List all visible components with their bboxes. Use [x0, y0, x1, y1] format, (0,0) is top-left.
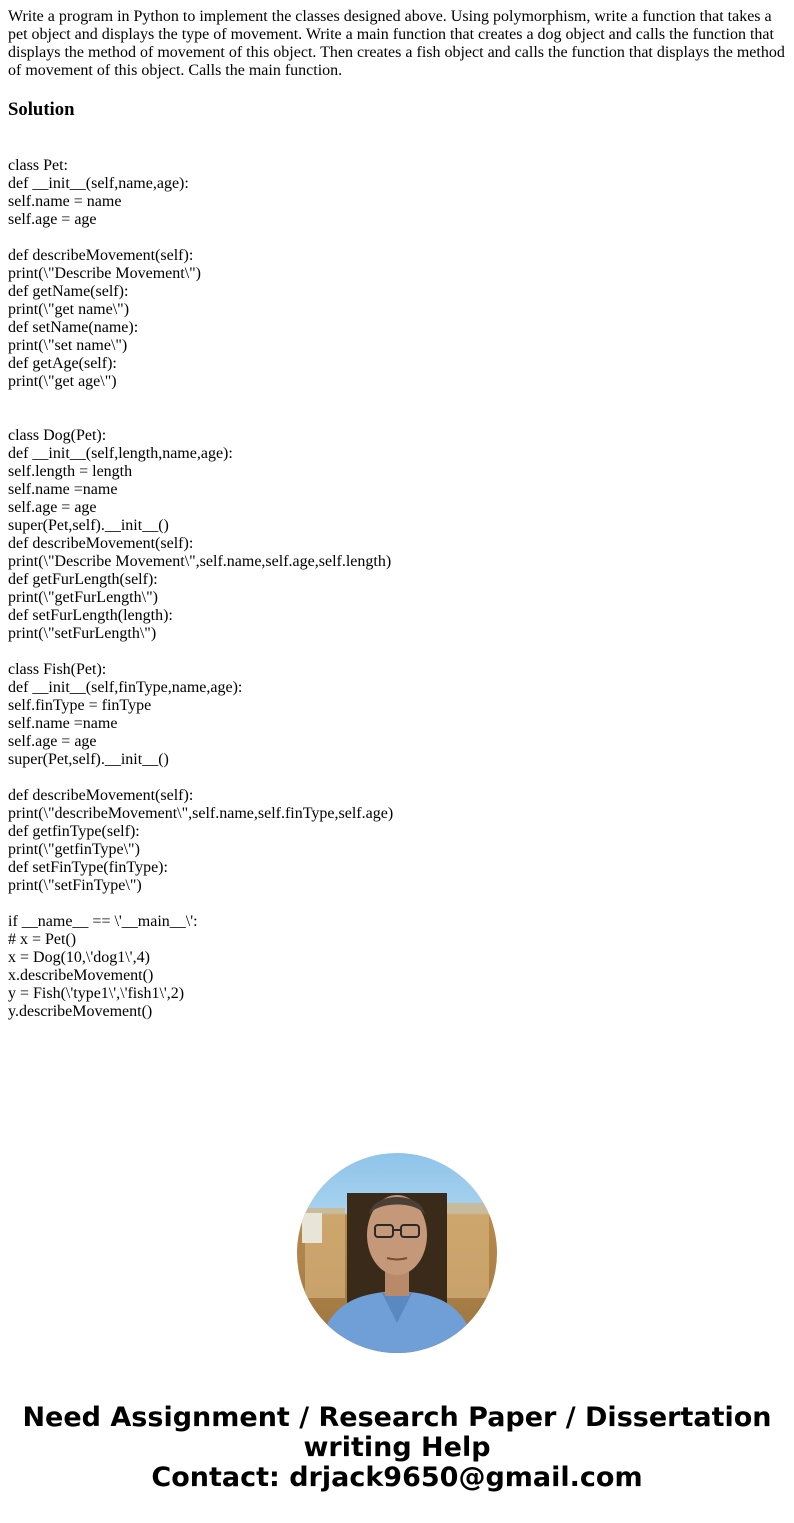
question-text: Write a program in Python to implement the classes designed above. Using polymorphism, write a function that takes a pet object and displays the type of movement. Write a main function that creates a dog object and calls the function that displays the method of movement of this object. Then creates a fish object and calls the function that displays the method of movement of this object. Calls the main function. — [8, 8, 785, 79]
code-line: self.name =name — [8, 481, 118, 498]
code-line: def __init__(self,length,name,age): — [8, 445, 233, 462]
author-photo-icon — [297, 1153, 497, 1353]
code-line: print(\"getFurLength\") — [8, 589, 158, 606]
code-line: def getName(self): — [8, 283, 129, 300]
code-line: if __name__ == \'__main__\': — [8, 913, 198, 930]
promo-line-1: Need Assignment / Research Paper / Dissertation — [22, 1402, 772, 1433]
code-line: self.finType = finType — [8, 697, 152, 714]
promo-line-2: writing Help — [303, 1432, 491, 1463]
code-line — [8, 643, 393, 661]
code-line: def getAge(self): — [8, 355, 117, 372]
code-line: x.describeMovement() — [8, 967, 154, 984]
code-line — [8, 409, 393, 427]
solution-heading: Solution — [8, 99, 75, 120]
promo-banner — [0, 1403, 794, 1493]
code-line: def describeMovement(self): — [8, 787, 194, 804]
author-avatar — [297, 1153, 497, 1353]
code-line: class Pet: — [8, 157, 68, 174]
code-line — [8, 895, 393, 913]
solution-code — [8, 157, 393, 1021]
code-line: print(\"get name\") — [8, 301, 130, 318]
code-line: class Dog(Pet): — [8, 427, 107, 444]
code-line: self.age = age — [8, 499, 97, 516]
code-line: print(\"setFurLength\") — [8, 625, 157, 642]
code-line: y.describeMovement() — [8, 1003, 153, 1020]
code-line: self.name =name — [8, 715, 118, 732]
code-line: def __init__(self,name,age): — [8, 175, 189, 192]
code-line: super(Pet,self).__init__() — [8, 751, 169, 768]
code-line: def __init__(self,finType,name,age): — [8, 679, 243, 696]
code-line — [8, 391, 393, 409]
promo-contact: Contact: drjack9650@gmail.com — [151, 1462, 643, 1493]
code-line: print(\"Describe Movement\",self.name,self.age,self.length) — [8, 553, 392, 570]
code-line: def setFinType(finType): — [8, 859, 168, 876]
code-line: def describeMovement(self): — [8, 535, 194, 552]
code-line: self.length = length — [8, 463, 133, 480]
code-line: y = Fish(\'type1\',\'fish1\',2) — [8, 985, 185, 1002]
code-line: def getfinType(self): — [8, 823, 140, 840]
code-line: print(\"get age\") — [8, 373, 117, 390]
code-line: self.age = age — [8, 733, 97, 750]
code-line: super(Pet,self).__init__() — [8, 517, 169, 534]
code-line — [8, 769, 393, 787]
code-line: class Fish(Pet): — [8, 661, 107, 678]
code-line: print(\"Describe Movement\") — [8, 265, 202, 282]
code-line: self.name = name — [8, 193, 122, 210]
code-line: self.age = age — [8, 211, 97, 228]
code-line: def setFurLength(length): — [8, 607, 173, 624]
code-line: print(\"setFinType\") — [8, 877, 142, 894]
code-line: def setName(name): — [8, 319, 139, 336]
code-line: print(\"describeMovement\",self.name,self.finType,self.age) — [8, 805, 394, 822]
code-line: # x = Pet() — [8, 931, 77, 948]
code-line: x = Dog(10,\'dog1\',4) — [8, 949, 150, 966]
code-line: print(\"getfinType\") — [8, 841, 140, 858]
code-line: print(\"set name\") — [8, 337, 128, 354]
code-line: def describeMovement(self): — [8, 247, 194, 264]
code-line: def getFurLength(self): — [8, 571, 158, 588]
code-line — [8, 229, 393, 247]
